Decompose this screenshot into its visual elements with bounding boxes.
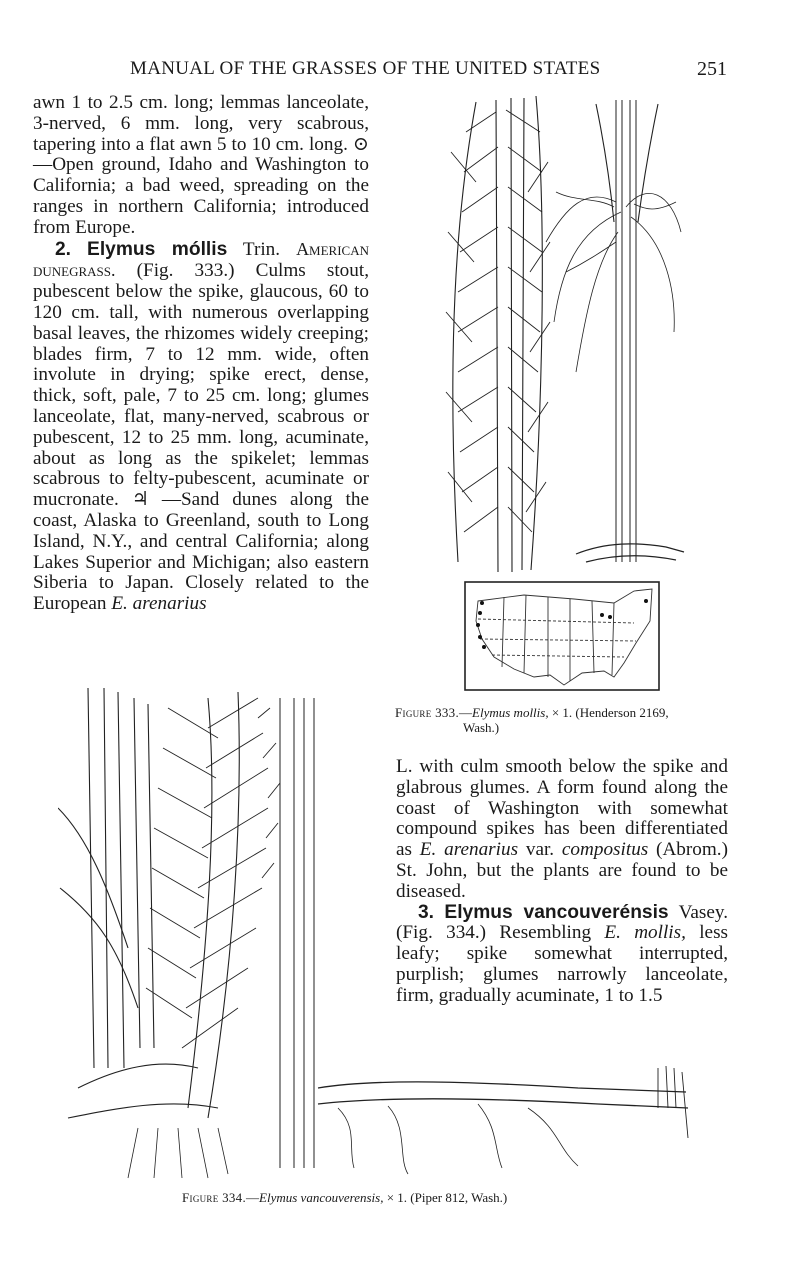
- paragraph-species2: [33, 239, 369, 615]
- species-number: 3.: [418, 901, 435, 923]
- paragraph-species1-end: awn 1 to 2.5 cm. long; lemmas lanceolate, 3-nerved, 6 mm. long, very scabrous, tapering into a flat awn 5 to 10 cm. long. ⊙ —Open ground, Idaho and Washington to California; a bad weed, spreading on the ranges in northern California; introduced from Europe.: [33, 92, 369, 238]
- paragraph-continuation: [396, 757, 728, 903]
- figure-334-caption: [182, 1190, 682, 1205]
- italic-variety: compositus: [561, 839, 649, 861]
- figure-label: Figure 333.: [395, 705, 460, 720]
- italic-reference: E. arenarius: [111, 593, 207, 615]
- species-description: (Fig. 334.) Resembling: [396, 922, 605, 944]
- continuation-text: var.: [518, 839, 562, 861]
- species-name: Elymus vancouverénsis: [444, 901, 669, 923]
- continuation-text: (Abrom.) St. John, but the plants are found to be diseased.: [396, 839, 728, 902]
- page-header: [0, 58, 800, 84]
- text-column-right: [396, 757, 728, 1007]
- caption-detail: × 1. (Piper 812, Wash.): [383, 1190, 508, 1205]
- text-column-left: [33, 93, 369, 615]
- figure-333-illustration: [436, 92, 688, 578]
- species-description: (Fig. 333.) Culms stout, pubescent below the spike, glaucous, 60 to 120 cm. tall, with numerous overlapping basal leaves, the rhizomes widely creeping; blades firm, 7 to 12 mm. wide, often involute in drying; spike erect, dense, thick, soft, pale, 7 to 25 cm. long; glumes lanceolate, flat, many-nerved, scabrous or pubescent, 12 to 25 mm. long, acuminate, about as long as the spikelet; lemmas scabrous to felty-pubescent, acuminate or mucronate. ♃ —Sand dunes along the coast, Alaska to Greenland, south to Long Island, N.Y., and central California; along Lakes Superior and Michigan; also eastern Siberia to Japan. Closely related to the European: [33, 260, 369, 615]
- running-title: MANUAL OF THE GRASSES OF THE UNITED STATES: [130, 58, 601, 79]
- caption-detail: × 1. (Henderson 2169,: [548, 705, 669, 720]
- figure-label: Figure 334.: [182, 1190, 247, 1205]
- species-name: Elymus móllis: [87, 238, 228, 260]
- distribution-map: [464, 581, 660, 691]
- caption-dash: —: [459, 705, 473, 720]
- page-number: 251: [697, 58, 727, 80]
- species-author: Trin.: [227, 238, 297, 260]
- caption-species: Elymus mollis,: [472, 705, 549, 720]
- caption-dash: —: [246, 1190, 260, 1205]
- paragraph-species3: [396, 903, 728, 1007]
- italic-reference: E. mollis,: [604, 922, 686, 944]
- caption-detail-line2: Wash.): [463, 720, 500, 735]
- species-author: Vasey.: [668, 901, 729, 923]
- continuation-text: L. with culm smooth below the spike and glabrous glumes. A form found along the coast of Washington with somewhat compound spikes has been differentiated as: [396, 756, 728, 861]
- common-name: American dunegrass.: [33, 238, 370, 281]
- species-number: 2.: [55, 238, 72, 260]
- caption-species: Elymus vancouverensis,: [259, 1190, 384, 1205]
- italic-reference: E. arenarius: [419, 839, 519, 861]
- species-description: less leafy; spike somewhat interrupted, purplish; glumes narrowly lanceolate, firm, gradually acuminate, 1 to 1.5: [396, 922, 728, 1006]
